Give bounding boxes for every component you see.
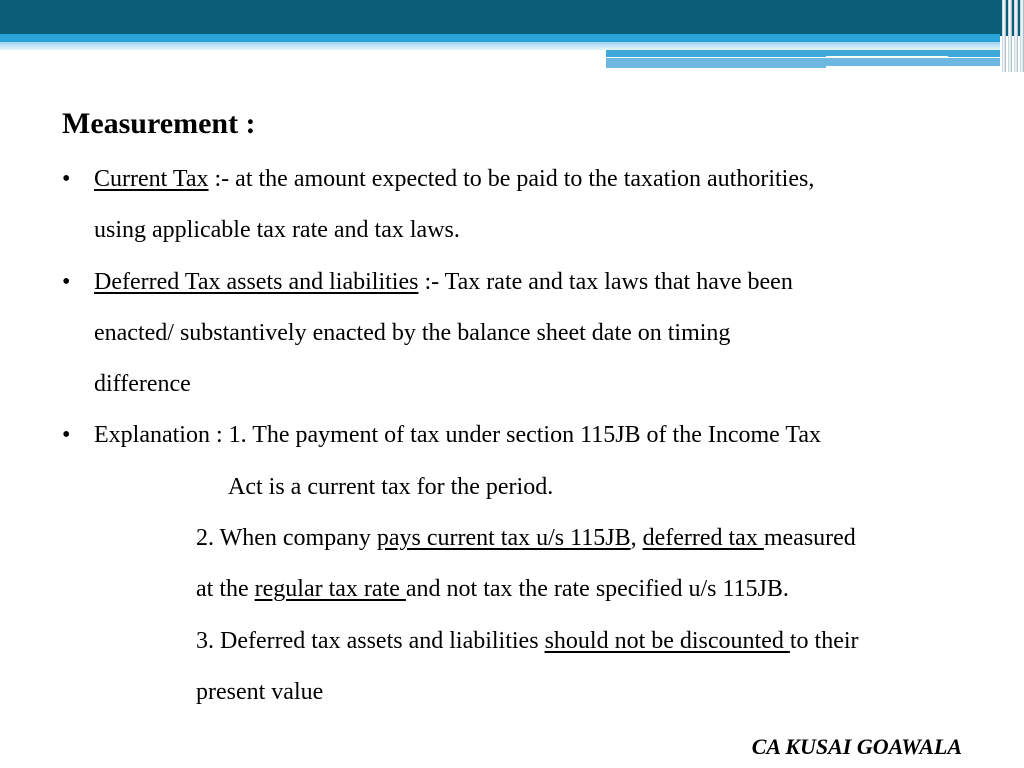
term-current-tax: Current Tax [94,166,209,192]
bullet-line: enacted/ substantively enacted by the balance sheet date on timing [94,319,731,346]
bullet-line: difference [94,371,191,398]
bullet-current-tax [62,154,992,257]
point-text: and not tax the rate specified u/s 115JB. [405,576,789,603]
bullet-dot: • [62,422,71,449]
bullet-explanation [62,410,992,718]
bullet-line [196,564,992,615]
bullet-deferred-tax [62,257,992,411]
slide-footer-author: CA KUSAI GOAWALA [751,734,962,759]
explanation-point-3 [94,616,992,719]
term-not-discounted: should not be discounted [544,627,790,654]
bullet-line: Explanation : 1. The payment of tax under section 115JB of the Income Tax [94,422,822,449]
bullet-dot: • [62,166,71,192]
header-stripe [0,34,1000,42]
point-text: measured [763,525,856,552]
header-dark-band [0,0,1024,36]
explanation-point-2 [94,513,992,616]
bullet-line: present value [196,678,324,705]
bullet-line [94,257,992,308]
term-regular-tax-rate: regular tax rate [254,576,406,603]
bullet-text: :- at the amount expected to be paid to the taxation authorities, [208,166,815,192]
bullet-dot: • [62,268,71,295]
term-deferred-tax-measured: deferred tax [642,525,764,552]
point-text: 3. Deferred tax assets and liabilities [196,627,545,654]
header-vertical-bars [996,0,1024,72]
header-stripe [0,42,1000,50]
bullet-line [196,513,992,564]
point-text: to their [789,627,859,654]
point-text: at the [196,576,255,603]
header-line [826,66,1000,69]
bullet-text: :- Tax rate and tax laws that have been [418,268,793,295]
slide-content [62,154,992,718]
bullet-line [94,154,992,205]
point-text: 2. When company [196,525,377,552]
term-pays-current-tax: pays current tax u/s 115JB [376,525,631,552]
slide-title: Measurement : [62,107,256,140]
header-line [826,56,948,58]
bullet-line: using applicable tax rate and tax laws. [94,217,460,244]
term-deferred-tax: Deferred Tax assets and liabilities [94,268,419,295]
point-text: , [630,525,643,552]
bullet-line [196,616,992,667]
bullet-line: Act is a current tax for the period. [228,473,554,500]
